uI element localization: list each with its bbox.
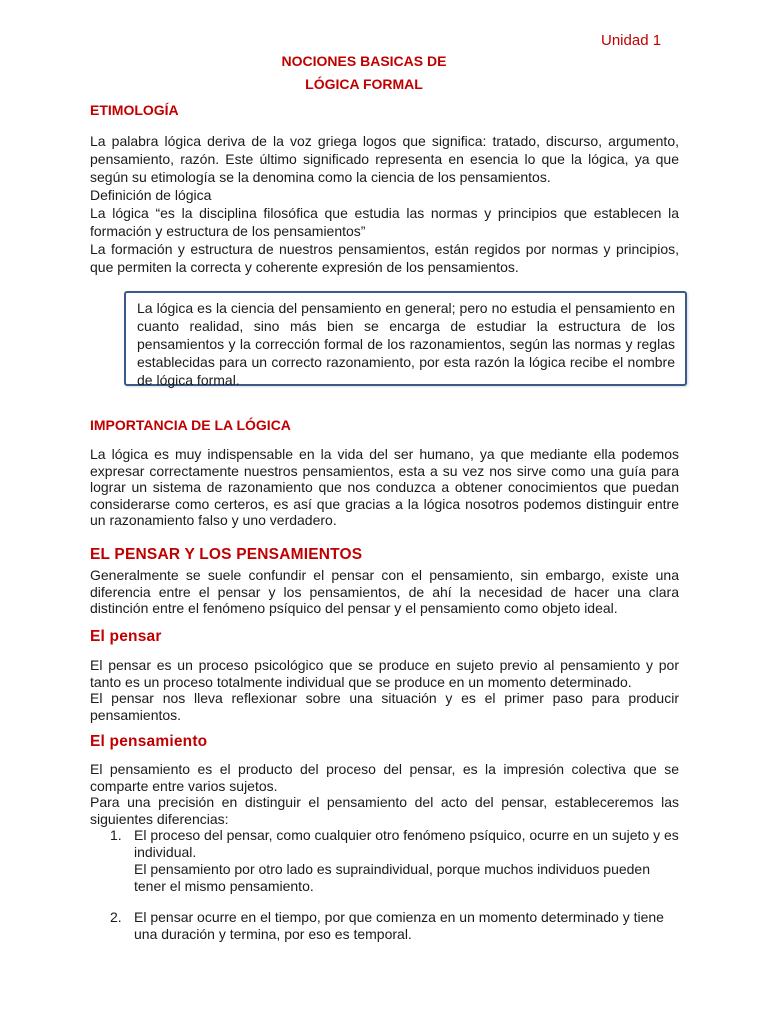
highlight-box: La lógica es la ciencia del pensamiento en general; pero no estudia el pensamiento en cuanto realidad, sino más bien se encarga de estudiar la estructura de los pensamientos y la corrección formal de los razonamientos, según las normas y reglas establecidas para un correcto razonamiento, por esta razón la lógica recibe el nombre de lógica formal.: [124, 291, 687, 386]
el-pensamiento-heading: El pensamiento: [90, 733, 208, 750]
list-item-text: El pensamiento por otro lado es supraindividual, porque muchos individuos pueden tener el mismo pensamiento.: [134, 861, 650, 894]
list-item-number: 1.: [110, 827, 122, 843]
list-item: [110, 909, 680, 943]
importancia-paragraph: La lógica es muy indispensable en la vida del ser humano, ya que mediante ella podemos expresar correctamente nuestros pensamientos, esta a su vez nos sirve como una guía para lograr un sistema de razonamiento que nos conduzca a obtener conocimientos que puedan considerarse como certeros, es así que gracias a la lógica nosotros podemos distinguir entre un razonamiento falso y uno verdadero.: [90, 446, 679, 528]
formacion-paragraph: La formación y estructura de nuestros pensamientos, están regidos por normas y principios, que permiten la correcta y coherente expresión de los pensamientos.: [90, 241, 679, 275]
el-pensar-paragraph-1: El pensar es un proceso psicológico que se produce en sujeto previo al pensamiento y por tanto es un proceso totalmente individual que se produce en un momento determinado.: [90, 657, 679, 690]
el-pensar-heading: El pensar: [90, 628, 162, 645]
pensar-section: [90, 567, 679, 617]
pensar-heading: EL PENSAR Y LOS PENSAMIENTOS: [90, 546, 363, 563]
list-item-text: El pensar ocurre en el tiempo, por que comienza en un momento determinado y tiene una duración y termina, por eso es temporal.: [134, 909, 664, 942]
el-pensar-paragraph-2: El pensar nos lleva reflexionar sobre una situación y es el primer paso para producir pensamientos.: [90, 690, 679, 723]
importancia-heading: IMPORTANCIA DE LA LÓGICA: [90, 417, 291, 433]
pensar-paragraph: Generalmente se suele confundir el pensar con el pensamiento, sin embargo, existe una diferencia entre el pensar y los pensamientos, de ahí la necesidad de hacer una clara distinción entre el fenómeno psíquico del pensar y el pensamiento como objeto ideal.: [90, 567, 679, 616]
etimologia-heading: ETIMOLOGÍA: [90, 102, 179, 118]
definicion-label: Definición de lógica: [90, 187, 212, 203]
document-title-line2: LÓGICA FORMAL: [305, 76, 423, 92]
list-item-number: 2.: [110, 909, 122, 925]
importancia-section: [90, 446, 679, 529]
definicion-paragraph: La lógica “es la disciplina filosófica que estudia las normas y principios que establecen la formación y estructura de los pensamientos”: [90, 205, 679, 239]
el-pensamiento-section: [90, 761, 679, 827]
document-title-line1: NOCIONES BASICAS DE: [281, 53, 447, 69]
el-pensamiento-paragraph-1: El pensamiento es el producto del proceso del pensar, es la impresión colectiva que se comparte entre varios sujetos.: [90, 761, 679, 794]
differences-list: [110, 827, 680, 943]
list-item: [110, 827, 680, 895]
etimologia-section: [90, 132, 679, 276]
el-pensamiento-paragraph-2: Para una precisión en distinguir el pensamiento del acto del pensar, estableceremos las siguientes diferencias:: [90, 794, 679, 827]
el-pensar-section: [90, 657, 679, 723]
etimologia-paragraph: La palabra lógica deriva de la voz griega logos que significa: tratado, discurso, argumento, pensamiento, razón. Este último significado representa en esencia lo que la lógica, ya que según su etimología se la denomina como la ciencia de los pensamientos.: [90, 133, 679, 185]
list-item-text: El proceso del pensar, como cualquier otro fenómeno psíquico, ocurre en un sujeto y es individual.: [134, 827, 679, 860]
unit-label: Unidad 1: [601, 32, 662, 49]
